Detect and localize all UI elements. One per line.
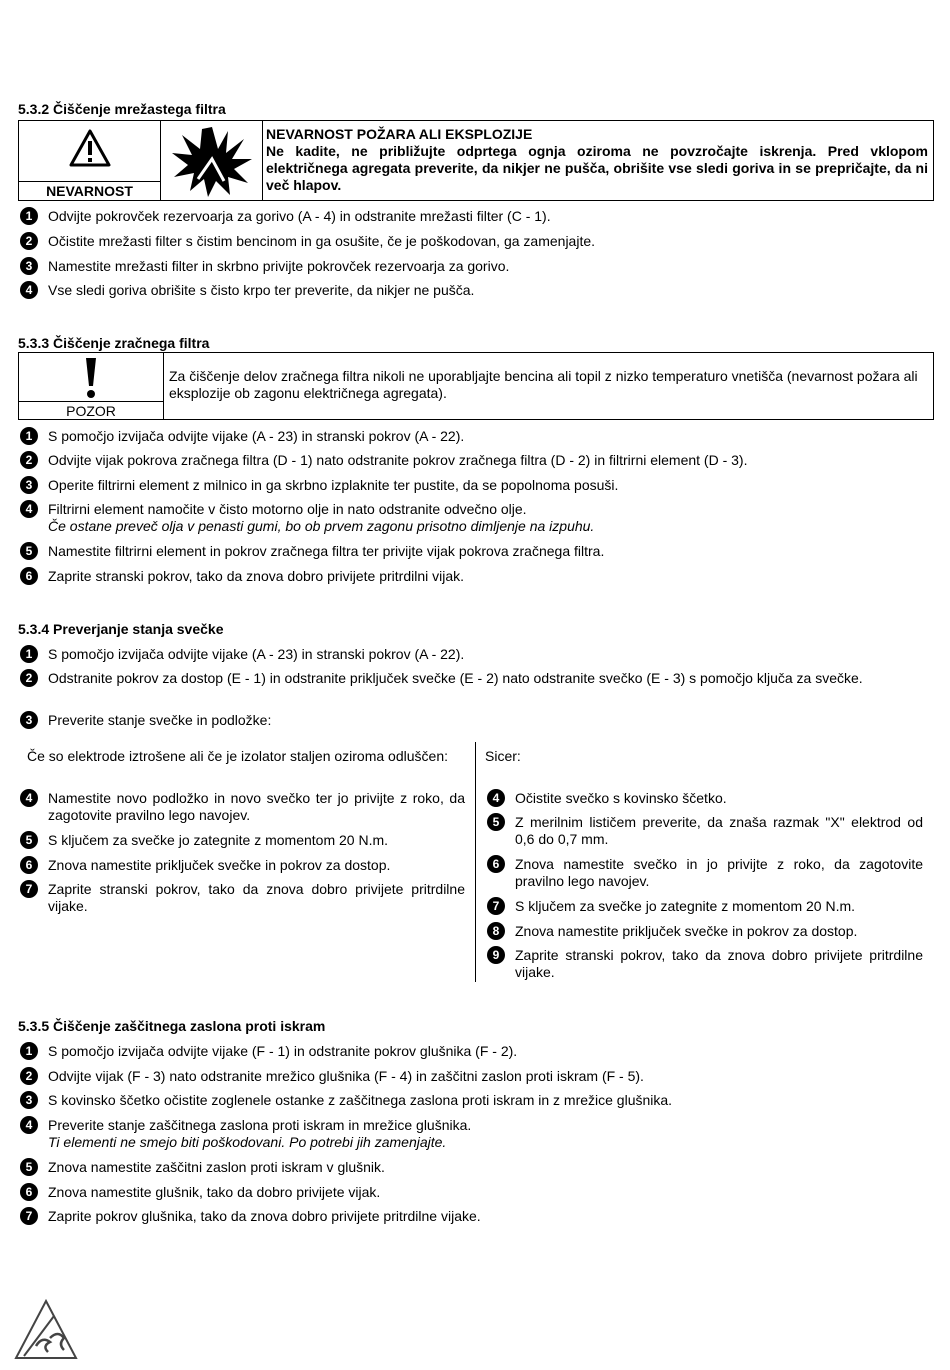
step-number: 3 xyxy=(20,476,38,494)
section-title-535: 5.3.5 Čiščenje zaščitnega zaslona proti iskram xyxy=(18,1018,326,1034)
step-text: S pomočjo izvijača odvijte vijake (A - 23) in stranski pokrov (A - 22). xyxy=(48,646,465,662)
danger-text-cell xyxy=(266,126,928,194)
step-text: Znova namestite svečko in jo privijte z roko, da zagotovite pravilno lego navojev. xyxy=(515,856,923,889)
step-text: Odvijte vijak pokrova zračnega filtra (D - 1) nato odstranite pokrov zračnega filtra (D - 2) in filtrirni element (D - 3). xyxy=(48,452,748,468)
step-number: 2 xyxy=(20,669,38,687)
step-text: Znova namestite priključek svečke in pokrov za dostop. xyxy=(515,923,858,939)
step-number: 2 xyxy=(20,451,38,469)
step-text: Zaprite stranski pokrov, tako da znova dobro privijete pritrdilni vijak. xyxy=(48,568,465,584)
step-text: Zaprite pokrov glušnika, tako da znova dobro privijete pritrdilne vijake. xyxy=(48,1208,481,1224)
section-title-532: 5.3.2 Čiščenje mrežastega filtra xyxy=(18,101,226,117)
step-number: 3 xyxy=(20,711,38,729)
step-number: 4 xyxy=(20,1116,38,1134)
step-number: 6 xyxy=(487,855,505,873)
step-number: 1 xyxy=(20,645,38,663)
exclamation-icon xyxy=(83,356,99,400)
step-text: S pomočjo izvijača odvijte vijake (F - 1) in odstranite pokrov glušnika (F - 2). xyxy=(48,1043,518,1059)
step-text: S kovinsko ščetko očistite zoglenele ostanke z zaščitnega zaslona proti iskram in z mrežice glušnika. xyxy=(48,1092,673,1108)
step-text: S ključem za svečke jo zategnite z momentom 20 N.m. xyxy=(515,898,856,914)
step-number: 5 xyxy=(487,813,505,831)
caution-text: Za čiščenje delov zračnega filtra nikoli ne uporabljajte bencina ali topil z nizko temperaturo vnetišča (nevarnost požara ali eksplozije ob zagonu električnega agregata). xyxy=(169,368,918,401)
step-number: 1 xyxy=(20,427,38,445)
danger-label: NEVARNOST xyxy=(19,181,160,201)
step-number: 5 xyxy=(20,831,38,849)
step-note: Ti elementi ne smejo biti poškodovani. Po potrebi jih zamenjajte. xyxy=(48,1134,447,1150)
danger-title: NEVARNOST POŽARA ALI EKSPLOZIJE xyxy=(266,126,533,142)
step-main-text: Preverite stanje zaščitnega zaslona proti iskram in mrežice glušnika. xyxy=(48,1117,472,1133)
step-number: 4 xyxy=(20,789,38,807)
step-number: 4 xyxy=(20,281,38,299)
step-text xyxy=(48,501,932,535)
caution-label: POZOR xyxy=(19,401,163,420)
step-text: Znova namestite glušnik, tako da dobro privijete vijak. xyxy=(48,1184,381,1200)
step-number: 4 xyxy=(20,500,38,518)
caution-box xyxy=(18,352,934,420)
step-text: Namestite novo podložko in novo svečko ter jo privijte z roko, da zagotovite pravilno lego navojev. xyxy=(48,790,465,823)
step-text: Odvijte pokrovček rezervoarja za gorivo (A - 4) in odstranite mrežasti filter (C - 1). xyxy=(48,208,551,224)
explosion-icon xyxy=(168,123,256,198)
step-number: 6 xyxy=(20,567,38,585)
step-number: 5 xyxy=(20,542,38,560)
column-divider xyxy=(475,742,476,982)
left-intro: Če so elektrode iztrošene ali če je izolator staljen oziroma odluščen: xyxy=(27,748,448,764)
step-number: 8 xyxy=(487,922,505,940)
section-title-534: 5.3.4 Preverjanje stanja svečke xyxy=(18,621,224,637)
step-number: 7 xyxy=(20,880,38,898)
step-number: 2 xyxy=(20,1067,38,1085)
step-main-text: Filtrirni element namočite v čisto motorno olje in nato odstranite odvečno olje. xyxy=(48,501,527,517)
step-text: Znova namestite zaščitni zaslon proti iskram v glušnik. xyxy=(48,1159,385,1175)
step-number: 2 xyxy=(20,232,38,250)
step-text: Očistite mrežasti filter s čistim bencinom in ga osušite, če je poškodovan, ga zamenjajte. xyxy=(48,233,596,249)
step-text: Z merilnim lističem preverite, da znaša razmak "X" elektrod od 0,6 do 0,7 mm. xyxy=(515,814,923,847)
warning-triangle-icon xyxy=(69,129,111,167)
step-text: Operite filtrirni element z milnico in ga skrbno izplaknite ter pustite, da se popolnoma posuši. xyxy=(48,477,619,493)
step-number: 1 xyxy=(20,1042,38,1060)
step-text: Očistite svečko s kovinsko ščetko. xyxy=(515,790,727,806)
step-text: S ključem za svečke jo zategnite z momentom 20 N.m. xyxy=(48,832,389,848)
step-text: Odvijte vijak (F - 3) nato odstranite mrežico glušnika (F - 4) in zaščitni zaslon proti iskram (F - 5). xyxy=(48,1068,644,1084)
step-text: Znova namestite priključek svečke in pokrov za dostop. xyxy=(48,857,391,873)
danger-text: Ne kadite, ne približujte odprtega ognja oziroma ne povzročajte iskrenja. Pred vklopom električnega agregata preverite, da nikjer ne pušča, obrišite vse sledi goriva in se prepričajte, da ni več hlapov. xyxy=(266,143,928,193)
step-text: Zaprite stranski pokrov, tako da znova dobro privijete pritrdilne vijake. xyxy=(48,881,465,914)
step-text xyxy=(48,1117,932,1151)
caution-label-cell xyxy=(19,353,164,419)
danger-warning-box xyxy=(18,120,934,201)
step-number: 4 xyxy=(487,789,505,807)
step-text: Vse sledi goriva obrišite s čisto krpo ter preverite, da nikjer ne pušča. xyxy=(48,282,475,298)
step-number: 5 xyxy=(20,1158,38,1176)
step-number: 6 xyxy=(20,856,38,874)
step-number: 3 xyxy=(20,1091,38,1109)
step-text: Preverite stanje svečke in podložke: xyxy=(48,712,272,728)
step-number: 7 xyxy=(20,1207,38,1225)
step-note: Če ostane preveč olja v penasti gumi, bo ob prvem zagonu prisotno dimljenje na izpuhu. xyxy=(48,518,595,534)
section-title-533: 5.3.3 Čiščenje zračnega filtra xyxy=(18,335,210,351)
step-number: 3 xyxy=(20,257,38,275)
step-number: 7 xyxy=(487,897,505,915)
step-text: Zaprite stranski pokrov, tako da znova dobro privijete pritrdilne vijake. xyxy=(515,947,923,980)
brand-logo-icon xyxy=(14,1298,78,1362)
right-intro: Sicer: xyxy=(485,748,521,764)
step-text: Namestite filtrirni element in pokrov zračnega filtra ter privijte vijak pokrova zračnega filtra. xyxy=(48,543,605,559)
step-number: 1 xyxy=(20,207,38,225)
explosion-cell xyxy=(160,121,263,200)
step-text: Namestite mrežasti filter in skrbno privijte pokrovček rezervoarja za gorivo. xyxy=(48,258,510,274)
step-number: 9 xyxy=(487,946,505,964)
step-number: 6 xyxy=(20,1183,38,1201)
step-text: S pomočjo izvijača odvijte vijake (A - 23) in stranski pokrov (A - 22). xyxy=(48,428,465,444)
danger-label-cell xyxy=(19,121,161,200)
step-text: Odstranite pokrov za dostop (E - 1) in odstranite priključek svečke (E - 2) nato odstranite svečko (E - 3) s pomočjo ključa za svečke. xyxy=(48,670,863,686)
